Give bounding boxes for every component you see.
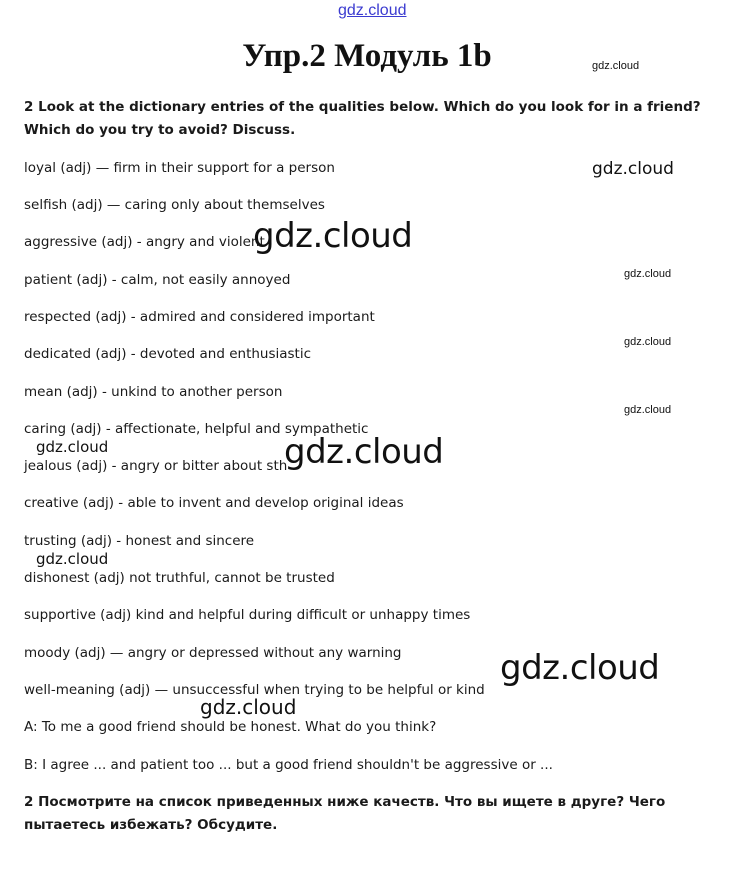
instruction-russian: 2 Посмотрите на список приведенных ниже качеств. Что вы ищете в друге? Чего пытаетесь избежать? Обсудите. <box>24 794 666 833</box>
entry-loyal: loyal (adj) — firm in their support for a person <box>24 160 335 176</box>
watermark: gdz.cloud <box>36 438 109 456</box>
watermark: gdz.cloud <box>500 648 660 688</box>
watermark: gdz.cloud <box>592 159 674 179</box>
entry-respected: respected (adj) - admired and considered important <box>24 309 375 325</box>
watermark: gdz.cloud <box>36 550 109 568</box>
entry-moody: moody (adj) — angry or depressed without any warning <box>24 645 402 661</box>
entry-well-meaning: well-meaning (adj) — unsuccessful when trying to be helpful or kind <box>24 682 485 698</box>
watermark: gdz.cloud <box>624 404 672 416</box>
dialogue-line-b: B: I agree ... and patient too ... but a good friend shouldn't be aggressive or ... <box>24 757 553 773</box>
watermark: gdz.cloud <box>200 695 297 719</box>
entry-creative: creative (adj) - able to invent and develop original ideas <box>24 495 404 511</box>
watermark: gdz.cloud <box>624 336 672 348</box>
watermark: gdz.cloud <box>284 432 444 472</box>
gdz-cloud-link[interactable]: gdz.cloud <box>338 2 407 19</box>
entry-dishonest: dishonest (adj) not truthful, cannot be trusted <box>24 570 335 586</box>
entry-dedicated: dedicated (adj) - devoted and enthusiastic <box>24 346 312 362</box>
entry-aggressive: aggressive (adj) - angry and violent <box>24 234 265 250</box>
entry-patient: patient (adj) - calm, not easily annoyed <box>24 272 291 288</box>
watermark: gdz.cloud <box>624 268 672 280</box>
entry-caring: caring (adj) - affectionate, helpful and sympathetic <box>24 421 369 437</box>
entry-supportive: supportive (adj) kind and helpful during difficult or unhappy times <box>24 607 471 623</box>
watermark: gdz.cloud <box>253 216 413 256</box>
watermark: gdz.cloud <box>592 60 640 72</box>
instruction-english: 2 Look at the dictionary entries of the qualities below. Which do you look for in a friend? Which do you try to avoid? Discuss. <box>24 99 701 138</box>
dialogue-line-a: A: To me a good friend should be honest. What do you think? <box>24 719 437 735</box>
entry-trusting: trusting (adj) - honest and sincere <box>24 533 255 549</box>
entry-selfish: selfish (adj) — caring only about themselves <box>24 197 325 213</box>
page-title: Упр.2 Модуль 1b <box>242 38 492 74</box>
entry-jealous: jealous (adj) - angry or bitter about sth <box>24 458 288 474</box>
entry-mean: mean (adj) - unkind to another person <box>24 384 283 400</box>
